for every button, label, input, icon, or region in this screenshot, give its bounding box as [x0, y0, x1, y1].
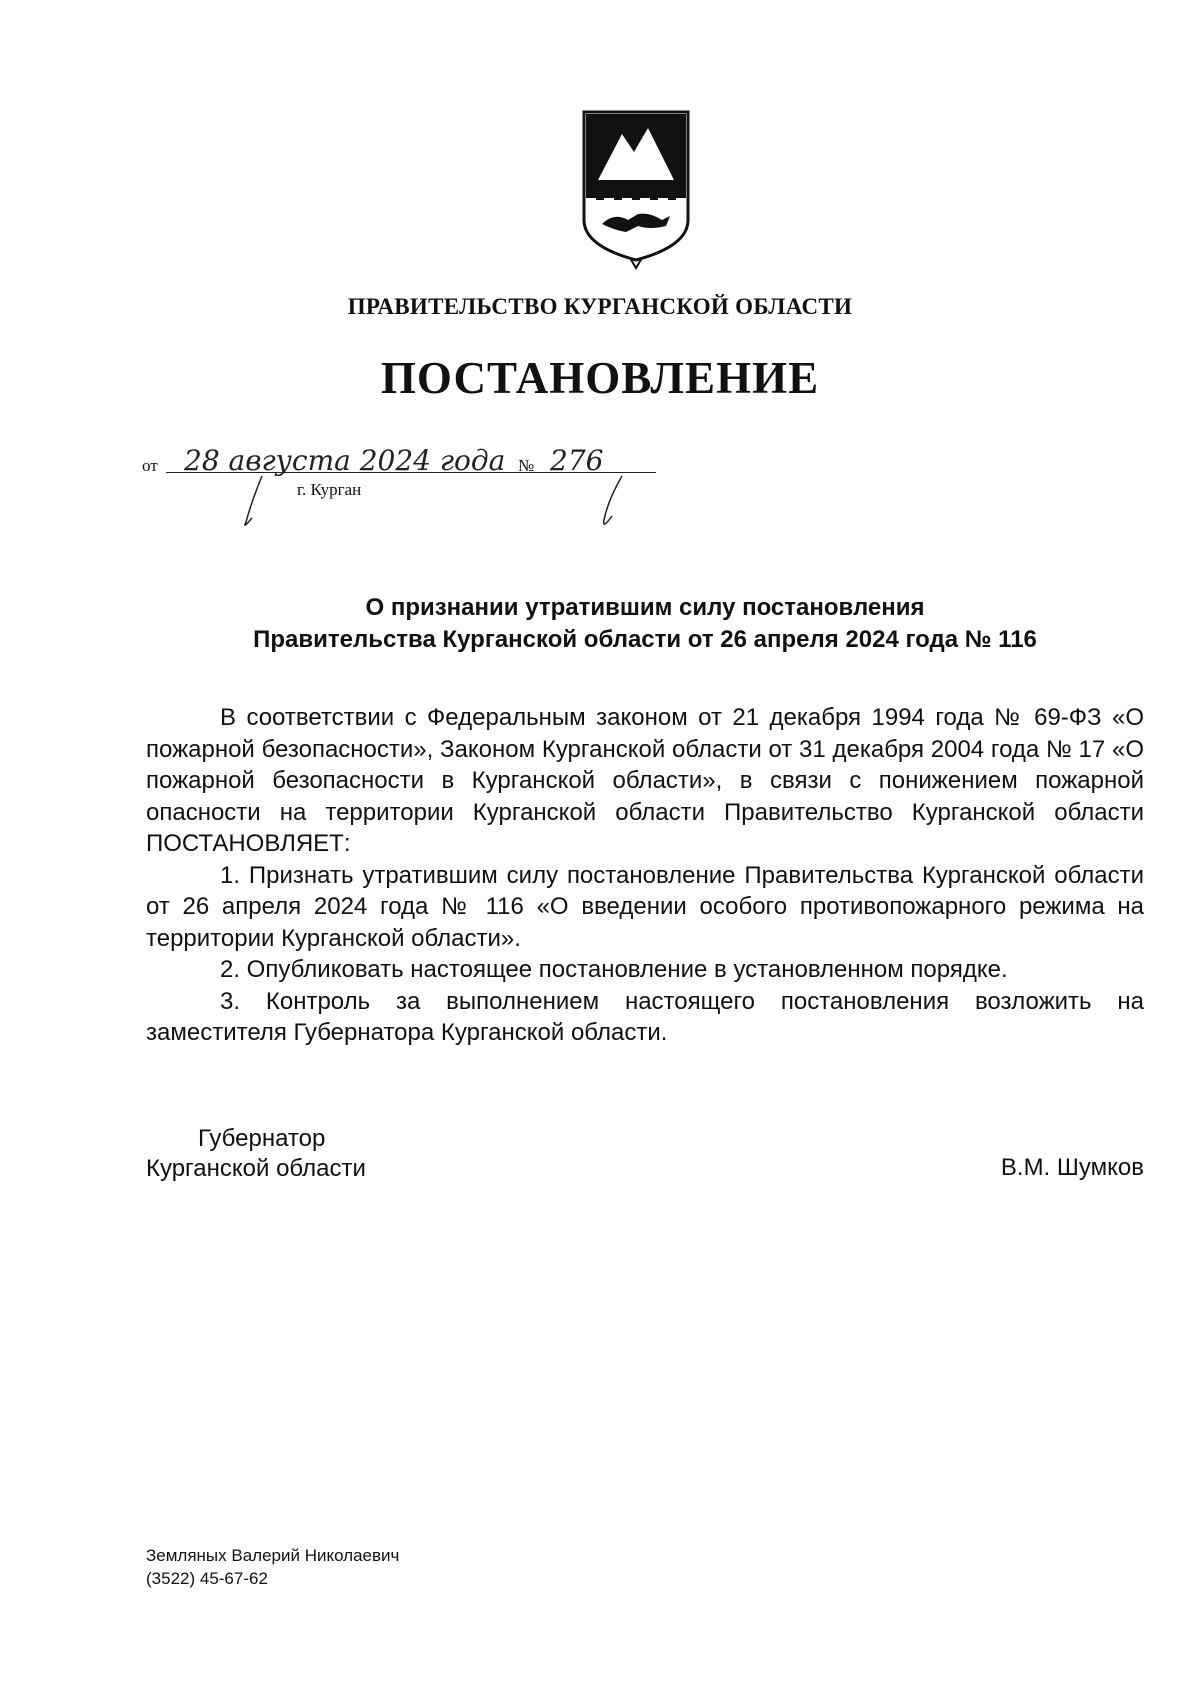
city-name: г. Курган [297, 480, 362, 499]
date-prefix: от [142, 456, 158, 475]
signatory-position-line-2: Курганской области [146, 1155, 366, 1182]
signatory-name: В.М. Шумков [1000, 1154, 1144, 1181]
document-type: ПОСТАНОВЛЕНИЕ [380, 353, 820, 403]
title-line-2: Правительства Курганской области от 26 апреля 2024 года № 116 [253, 626, 1037, 653]
dateline [142, 444, 662, 499]
handwritten-date: 28 августа 2024 года [184, 444, 506, 477]
handwritten-number: 276 [550, 444, 604, 477]
item-paragraph-1: 1. Признать утратившим силу постановление Правительства Курганской области от 26 апреля 2024 года № 116 «О введении особого противопожарного режима на территории Курганской области». [146, 861, 1144, 952]
executor-name: Земляных Валерий Николаевич [146, 1546, 400, 1565]
handwriting-flourish-icon [232, 470, 652, 530]
title-line-1: О признании утратившим силу постановления [365, 594, 925, 621]
executor-block [146, 1544, 399, 1590]
document-title [0, 592, 1200, 656]
preamble-paragraph: В соответствии с Федеральным законом от 21 декабря 1994 года № 69-ФЗ «О пожарной безопасности», Законом Курганской области от 31 декабря 2004 года № 17 «О пожарной безопасности в Курганской области», в связи с понижением пожарной опасности на территории Курганской области Правительство Курганской области ПОСТАНОВЛЯЕТ: [146, 704, 1144, 857]
organization-name: ПРАВИТЕЛЬСТВО КУРГАНСКОЙ ОБЛАСТИ [347, 294, 853, 319]
coat-of-arms-icon [580, 108, 692, 270]
signatory-position-line-1: Губернатор [198, 1125, 326, 1152]
item-paragraph-2: 2. Опубликовать настоящее постановление в установленном порядке. [220, 956, 1008, 983]
document-body [146, 702, 1144, 1049]
number-label: № [518, 456, 535, 475]
signatory-position [146, 1124, 366, 1184]
item-paragraph-3: 3. Контроль за выполнением настоящего постановления возложить на заместителя Губернатора Курганской области. [146, 987, 1144, 1046]
executor-phone: (3522) 45-67-62 [146, 1569, 268, 1588]
